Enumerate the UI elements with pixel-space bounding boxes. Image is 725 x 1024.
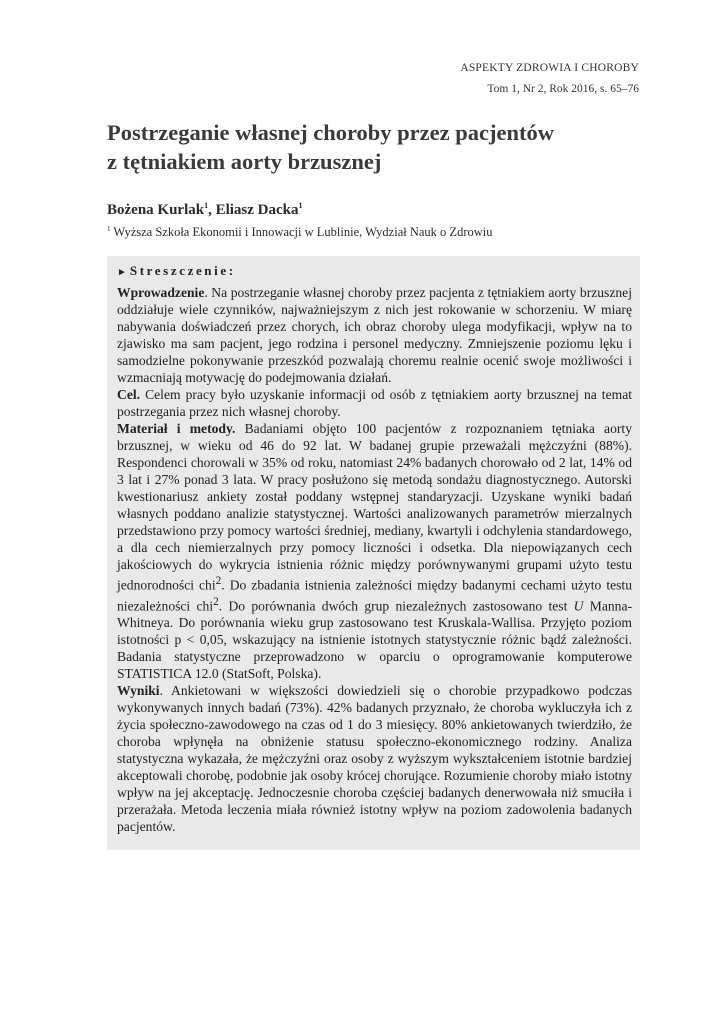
title-line-1: Postrzeganie własnej choroby przez pacjentów — [107, 120, 554, 145]
triangle-marker-icon: ► — [117, 267, 127, 278]
introduction-label: Wprowadzenie — [117, 285, 205, 300]
abstract-results — [117, 682, 632, 835]
affiliation-text: Wyższa Szkoła Ekonomii i Innowacji w Lublinie, Wydział Nauk o Zdrowiu — [110, 225, 493, 240]
article-title — [107, 118, 647, 176]
author-separator: , — [208, 202, 216, 218]
results-text: . Ankietowani w większości dowiedzieli się o chorobie przypadkowo podczas wykonywanych innych badań (73%). 42% badanych przyznało, że choroba wykluczyła ich z życia społeczno-zawodowego na czas od 1 do 3 miesięcy. 80% ankietowanych twierdziło, że choroba wpłynęła na obniżenie statusu społeczno-ekonomicznego rodziny. Analiza statystyczna wykazała, że mężczyźni oraz osoby z wyższym wykształceniem istotnie bardziej akceptowali chorobę, podobnie jak osoby krócej chorujące. Rozumienie choroby miało istotny wpływ na jej akceptację. Jednoczesnie choroba częściej badanych denerwowała niż smuciła i przerażała. Metoda leczenia miała również istotny wpływ na poziom zadowolenia badanych pacjentów. — [117, 683, 632, 835]
methods-text-4: Manna-Whitneya. Do porównania wieku grup zastosowano test Kruskala-Wallisa. Przyjęto poziom istotności p < 0,05, wskazujący na istnienie istotnych statystycznie różnic bądź zależności. Badania statystyczne przeprowadzono w oparciu o oprogramowanie komputerowe STATISTICA 12.0 (StatSoft, Polska). — [117, 598, 633, 682]
methods-text-1: Badaniami objęto 100 pacjentów z rozpoznaniem tętniaka aorty brzusznej, w wieku od 46 do 92 lat. W badanej grupie przeważali mężczyźni (88%). Respondenci chorowali w 35% od roku, natomiast 24% badanych chorowało od 2 lat, 14% od 3 lat i 27% ponad 3 lata. W pracy posłużono się metodą sondażu diagnostycznego. Autorski kwestionariusz ankiety został poddany wstępnej standaryzacji. Uzyskane wyniki badań własnych poddano analizie statystycznej. Wartości analizowanych parametrów mierzalnych przedstawiono przy pomocy wartości średniej, mediany, kwartyli i odchylenia standardowego, a dla cech niemierzalnych przy pomocy liczności i odsetka. Dla niepowiązanych cech jakościowych do wykrycia istnienia różnic między porównywanymi grupami użyto testu jednorodności chi — [117, 421, 632, 593]
authors — [107, 201, 303, 219]
author-1: Bożena Kurlak — [107, 202, 205, 218]
methods-superscript-2: 2 — [213, 595, 219, 608]
methods-superscript-1: 2 — [215, 575, 222, 587]
aim-label: Cel. — [117, 387, 141, 402]
results-label: Wyniki — [117, 683, 160, 699]
abstract-introduction — [117, 284, 632, 386]
methods-label: Materiał i metody. — [117, 421, 236, 436]
author-1-affil: 1 — [204, 201, 209, 210]
title-line-2: z tętniakiem aorty brzusznej — [107, 149, 382, 174]
abstract-heading — [117, 262, 632, 282]
aim-text: Celem pracy było uzyskanie informacji od osób z tętniakiem aorty brzusznej na temat postrzegania przez nich własnej choroby. — [117, 387, 632, 419]
methods-text-2: . Do zbadania istnienia zależności między badanymi cechami użyto testu niezależności chi — [117, 577, 632, 614]
abstract-heading-text: Streszczenie: — [129, 263, 236, 278]
introduction-text: . Na postrzeganie własnej choroby przez pacjenta z tętniakiem aorty brzusznej oddziałuje wiele czynników, najważniejszym z nich jest rokowanie w schorzeniu. W miarę nabywania doświadczeń przez chorych, ich obraz choroby ulega modyfikacji, wpływ na to zjawisko ma sam pacjent, jego rodzina i personel medyczny. Zmniejszenie poziomu lęku i samodzielne pokonywanie przeszkód pozwalają choremu realnie ocenić swoje możliwości i wzmacniają motywację do podejmowania działań. — [117, 285, 632, 385]
abstract-box — [107, 256, 640, 850]
affiliation — [107, 225, 492, 240]
abstract-aim — [117, 386, 632, 420]
abstract-methods — [117, 420, 632, 682]
journal-header — [460, 58, 639, 100]
author-2: Eliasz Dacka — [215, 202, 299, 218]
author-2-affil: 1 — [298, 201, 303, 210]
journal-name: ASPEKTY ZDROWIA I CHOROBY — [460, 62, 639, 74]
affiliation-number: 1 — [107, 225, 111, 233]
methods-italic-u: U — [573, 598, 584, 614]
methods-text-3: . Do porównania dwóch grup niezależnych zastosowano test — [218, 598, 574, 614]
journal-issue: Tom 1, Nr 2, Rok 2016, s. 65–76 — [487, 83, 639, 95]
